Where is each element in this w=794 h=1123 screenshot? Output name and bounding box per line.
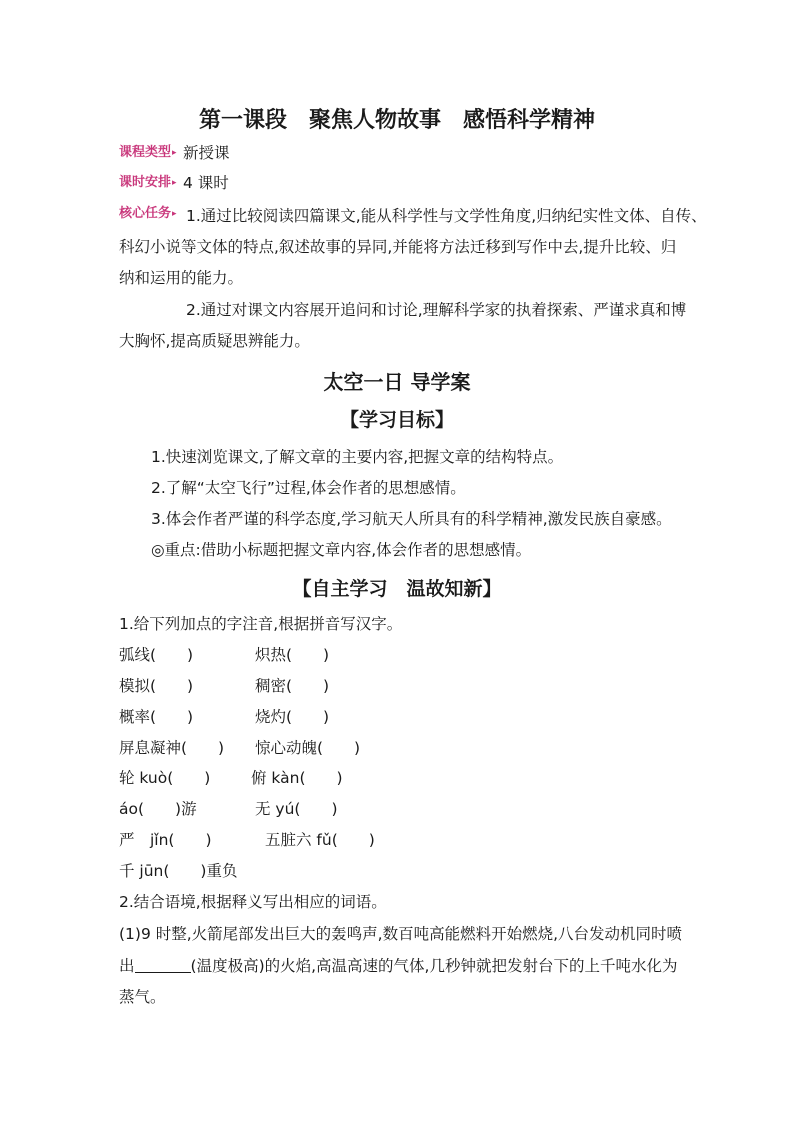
core-task-label: 核心任务 ▸: [119, 204, 177, 224]
question-2-1-prefix: 出: [119, 957, 135, 975]
course-type-label: 课程类型 ▸: [119, 143, 177, 163]
word-item: áo( )游: [119, 800, 197, 818]
section-title: 第一课段 聚焦人物故事 感悟科学精神: [198, 107, 595, 133]
key-point: ◎重点:借助小标题把握文章内容,体会作者的思想感情。: [151, 541, 532, 559]
question-2-1-line: [119, 956, 677, 976]
word-item: 炽热( ): [255, 646, 330, 664]
core-task-line: 大胸怀,提高质疑思辨能力。: [119, 332, 310, 350]
word-item: 无 yú( ): [255, 800, 338, 818]
word-item: 五脏六 fǔ( ): [265, 831, 375, 849]
goal-item: 1.快速浏览课文,了解文章的主要内容,把握文章的结构特点。: [151, 448, 564, 466]
goal-item: 3.体会作者严谨的科学态度,学习航天人所具有的科学精神,激发民族自豪感。: [151, 510, 672, 528]
core-task-line: 科幻小说等文体的特点,叙述故事的异同,并能将方法迁移到写作中去,提升比较、归: [119, 238, 677, 256]
word-item: 惊心动魄( ): [255, 739, 361, 757]
answer-blank[interactable]: [135, 958, 191, 973]
question-2-1-suffix: (温度极高)的火焰,高温高速的气体,几秒钟就把发射台下的上千吨水化为: [190, 957, 678, 975]
word-item: 稠密( ): [255, 677, 330, 695]
goal-item: 2.了解“太空飞行”过程,体会作者的思想感情。: [151, 479, 466, 497]
word-item: 概率( ): [119, 708, 194, 726]
word-item: 轮 kuò( ): [119, 769, 211, 787]
goals-heading: 【学习目标】: [339, 409, 454, 431]
word-item: 千 jūn( )重负: [119, 862, 238, 880]
course-type-value: 新授课: [183, 144, 230, 162]
core-task-line: 纳和运用的能力。: [119, 269, 244, 287]
word-item: 模拟( ): [119, 677, 194, 695]
question-1: 1.给下列加点的字注音,根据拼音写汉字。: [119, 615, 403, 633]
question-2-1-line: 蒸气。: [119, 988, 166, 1006]
word-item: 俯 kàn( ): [251, 769, 343, 787]
word-item: 弧线( ): [119, 646, 194, 664]
core-task-line: 1.通过比较阅读四篇课文,能从科学性与文学性角度,归纳纪实性文体、自传、: [186, 207, 707, 225]
schedule-value: 4 课时: [183, 174, 229, 192]
lesson-title: 太空一日 导学案: [323, 370, 471, 394]
word-item: 烧灼( ): [255, 708, 330, 726]
word-item: 屏息凝神( ): [119, 739, 225, 757]
core-task-line: 2.通过对课文内容展开追问和讨论,理解科学家的执着探索、严谨求真和博: [186, 301, 687, 319]
question-2-1-line: (1)9 时整,火箭尾部发出巨大的轰鸣声,数百吨高能燃料开始燃烧,八台发动机同时喷: [119, 925, 683, 943]
schedule-label: 课时安排 ▸: [119, 173, 177, 193]
word-item: 严 jǐn( ): [119, 831, 212, 849]
self-study-heading: 【自主学习 温故知新】: [292, 578, 502, 600]
question-2: 2.结合语境,根据释义写出相应的词语。: [119, 893, 387, 911]
